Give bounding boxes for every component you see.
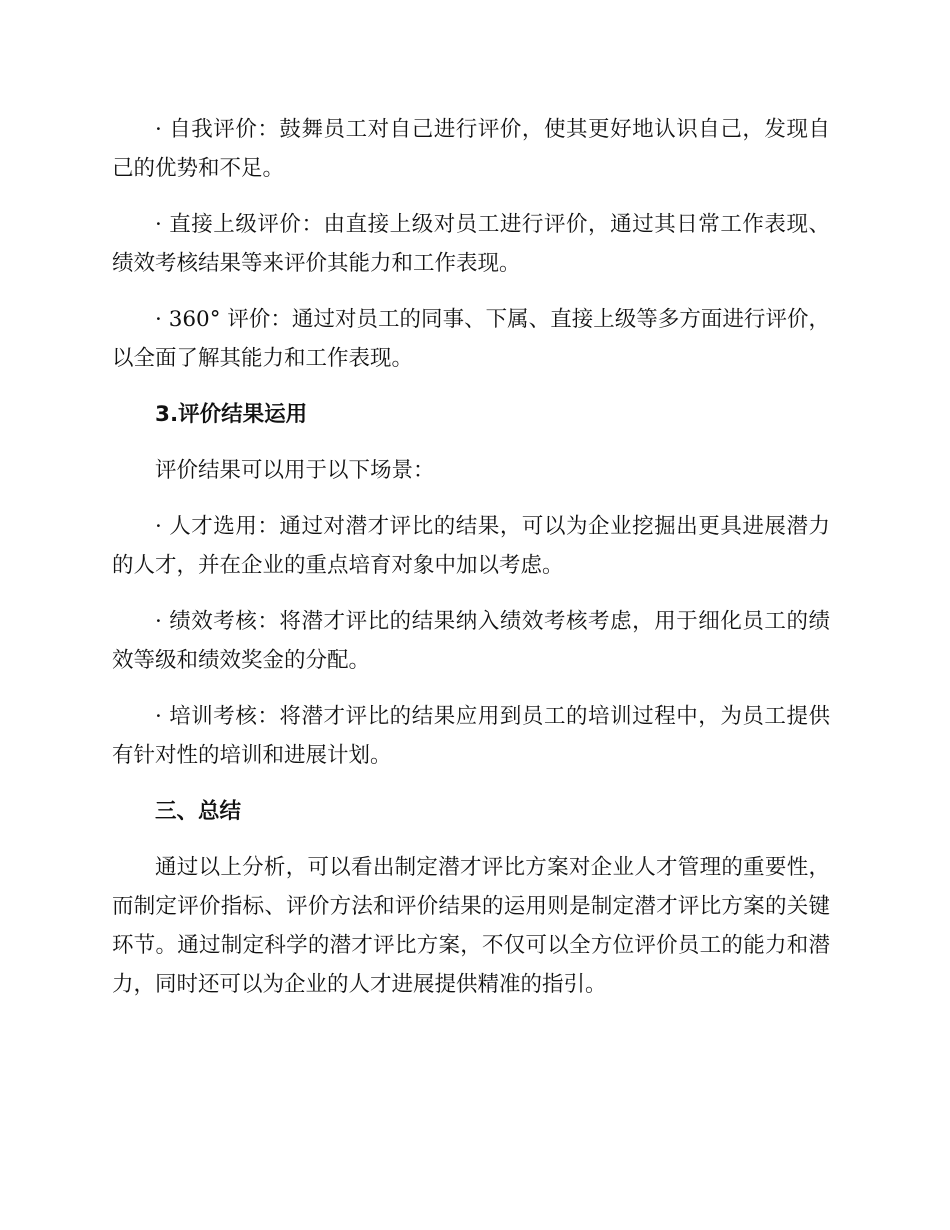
- section-heading-summary: 三、总结: [155, 799, 242, 824]
- paragraph-supervisor-evaluation: · 直接上级评价：由直接上级对员工进行评价，通过其日常工作表现、绩效考核结果等来评价其能力和工作表现。: [112, 212, 830, 276]
- paragraph-self-evaluation: · 自我评价：鼓舞员工对自己进行评价，使其更好地认识自己，发现自己的优势和不足。: [112, 117, 830, 181]
- document-content: [112, 110, 830, 1021]
- paragraph-performance-review: · 绩效考核：将潜才评比的结果纳入绩效考核考虑，用于细化员工的绩效等级和绩效奖金的分配。: [112, 609, 830, 673]
- section-heading-result-usage: 3.评价结果运用: [155, 402, 308, 427]
- paragraph-result-usage-intro: 评价结果可以用于以下场景：: [155, 458, 435, 483]
- paragraph-360-evaluation: · 360° 评价：通过对员工的同事、下属、直接上级等多方面进行评价，以全面了解其能力和工作表现。: [112, 307, 830, 371]
- paragraph-training-review: · 培训考核：将潜才评比的结果应用到员工的培训过程中，为员工提供有针对性的培训和进展计划。: [112, 704, 830, 768]
- paragraph-talent-selection: · 人才选用：通过对潜才评比的结果，可以为企业挖掘出更具进展潜力的人才，并在企业的重点培育对象中加以考虑。: [112, 514, 830, 578]
- paragraph-summary: 通过以上分析，可以看出制定潜才评比方案对企业人才管理的重要性，而制定评价指标、评价方法和评价结果的运用则是制定潜才评比方案的关键环节。通过制定科学的潜才评比方案，不仅可以全方位评价员工的能力和潜力，同时还可以为企业的人才进展提供精准的指引。: [112, 855, 830, 997]
